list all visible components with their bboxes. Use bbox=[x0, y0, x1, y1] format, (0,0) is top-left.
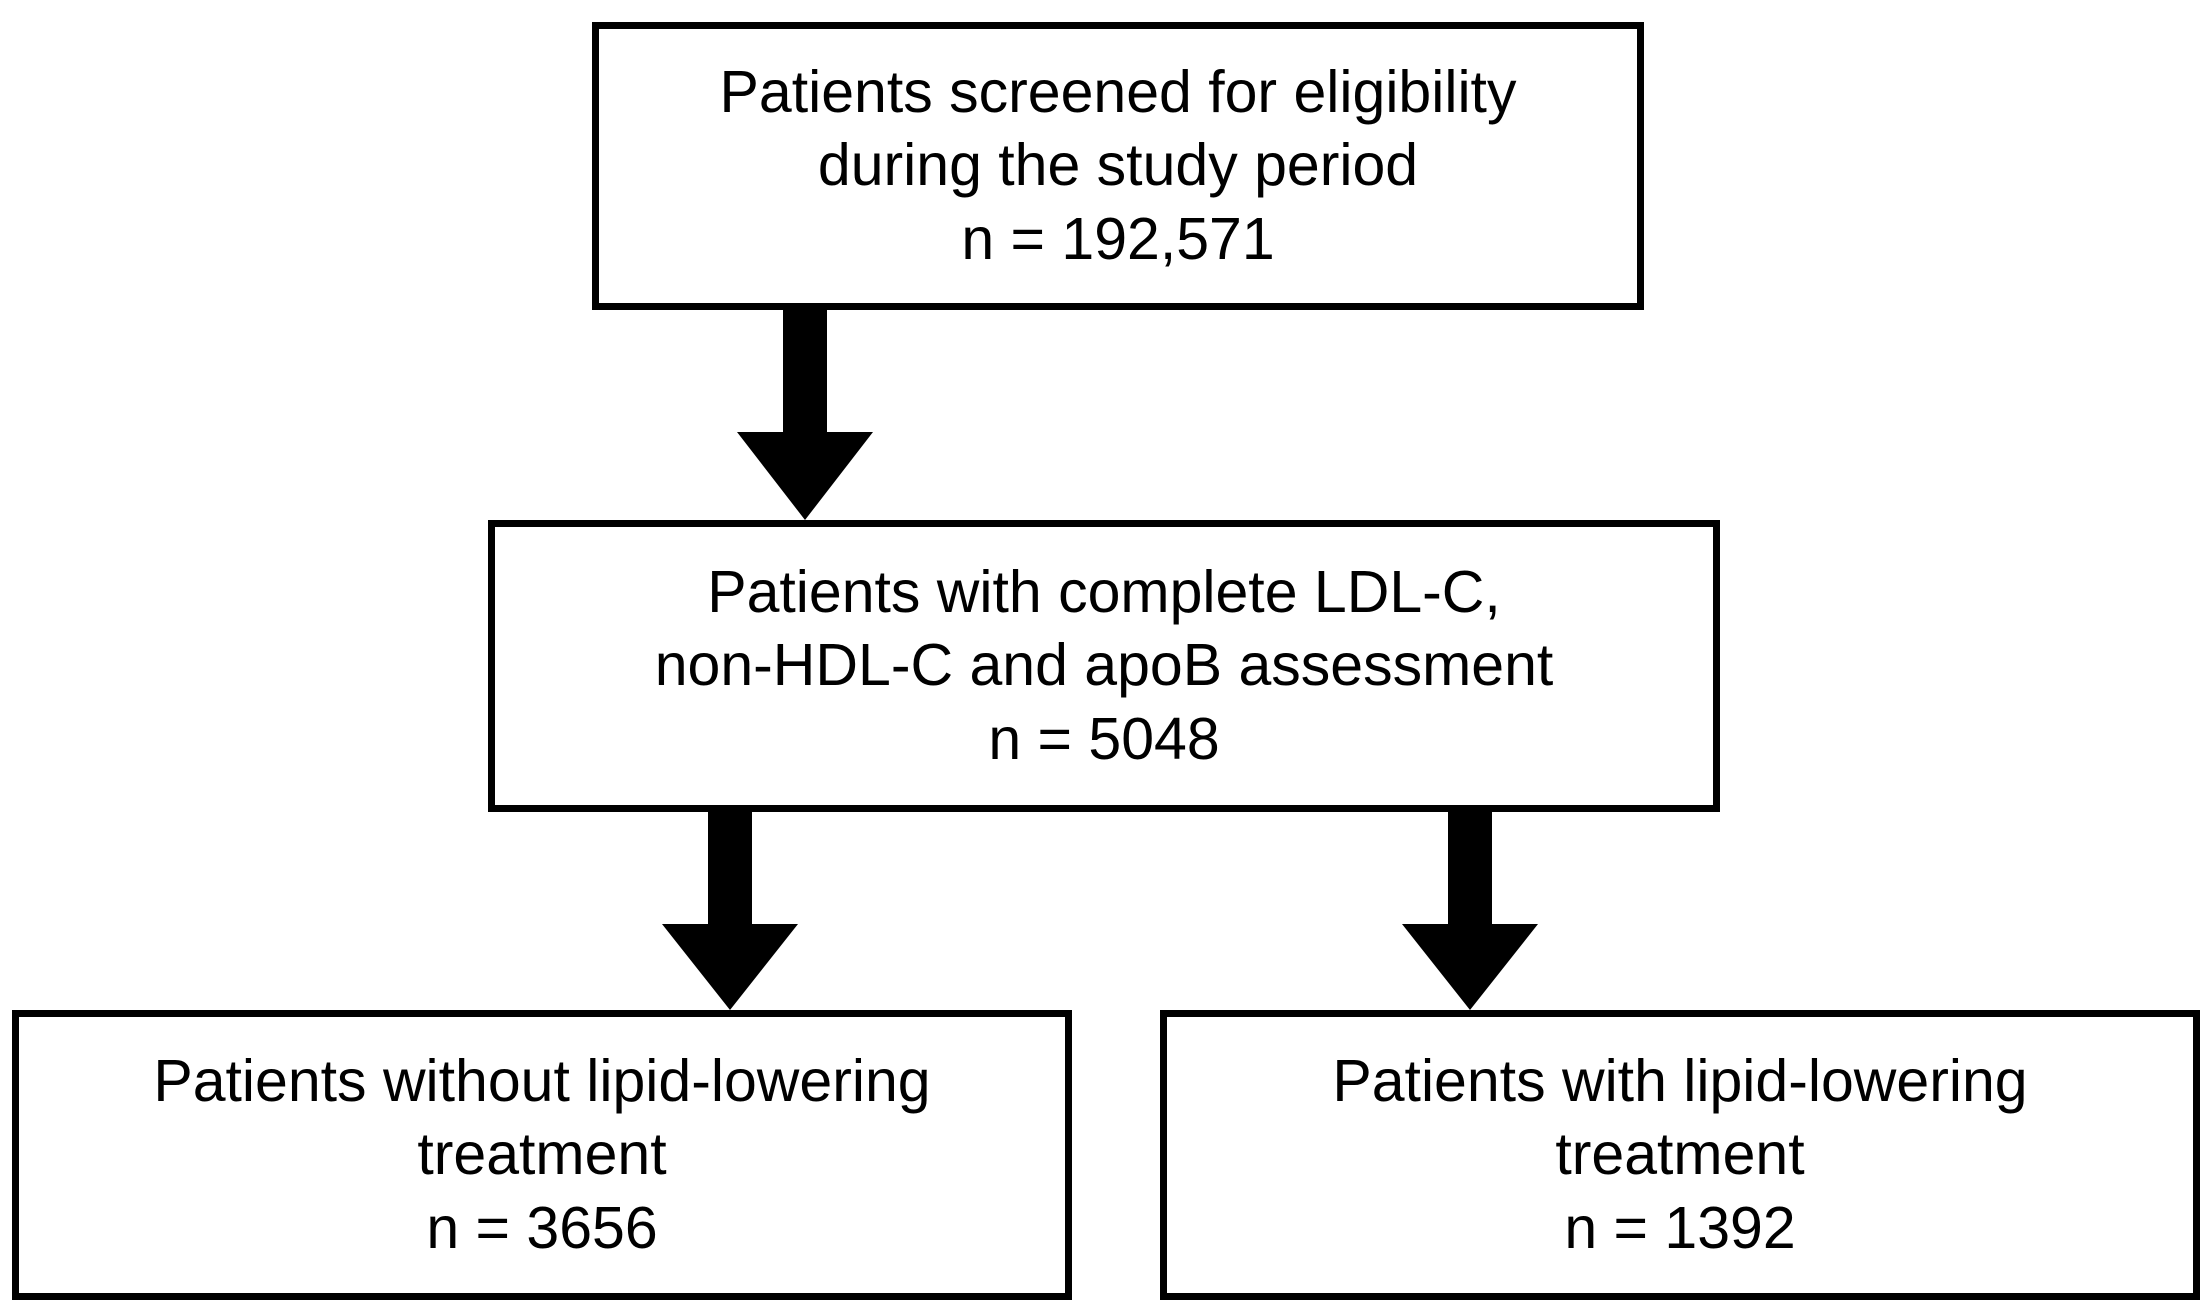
flow-node-with-line-1: Patients with lipid-lowering bbox=[1332, 1048, 2028, 1115]
flow-node-complete-line-1: Patients with complete LDL-C, bbox=[707, 559, 1501, 626]
flow-node-without-line-1: Patients without lipid-lowering bbox=[153, 1048, 931, 1115]
flow-node-without-line-2: treatment bbox=[417, 1121, 667, 1188]
flow-node-without-count: n = 3656 bbox=[426, 1194, 658, 1261]
arrow-complete-to-with bbox=[1400, 812, 1540, 1012]
flow-node-with-count: n = 1392 bbox=[1564, 1194, 1796, 1261]
flow-node-screened-line-2: during the study period bbox=[817, 132, 1419, 199]
flow-node-complete-assessment bbox=[488, 520, 1720, 812]
flow-node-complete-line-2: non-HDL-C and apoB assessment bbox=[654, 632, 1554, 699]
arrow-screened-to-complete bbox=[735, 310, 875, 522]
flow-node-without-treatment bbox=[12, 1010, 1072, 1300]
flow-node-screened-count: n = 192,571 bbox=[961, 205, 1275, 272]
flow-node-screened-line-1: Patients screened for eligibility bbox=[719, 59, 1517, 126]
flow-node-complete-count: n = 5048 bbox=[988, 705, 1220, 772]
arrow-complete-to-without bbox=[660, 812, 800, 1012]
flow-node-screened bbox=[592, 22, 1644, 310]
flow-node-with-line-2: treatment bbox=[1555, 1121, 1805, 1188]
flow-node-with-treatment bbox=[1160, 1010, 2200, 1300]
